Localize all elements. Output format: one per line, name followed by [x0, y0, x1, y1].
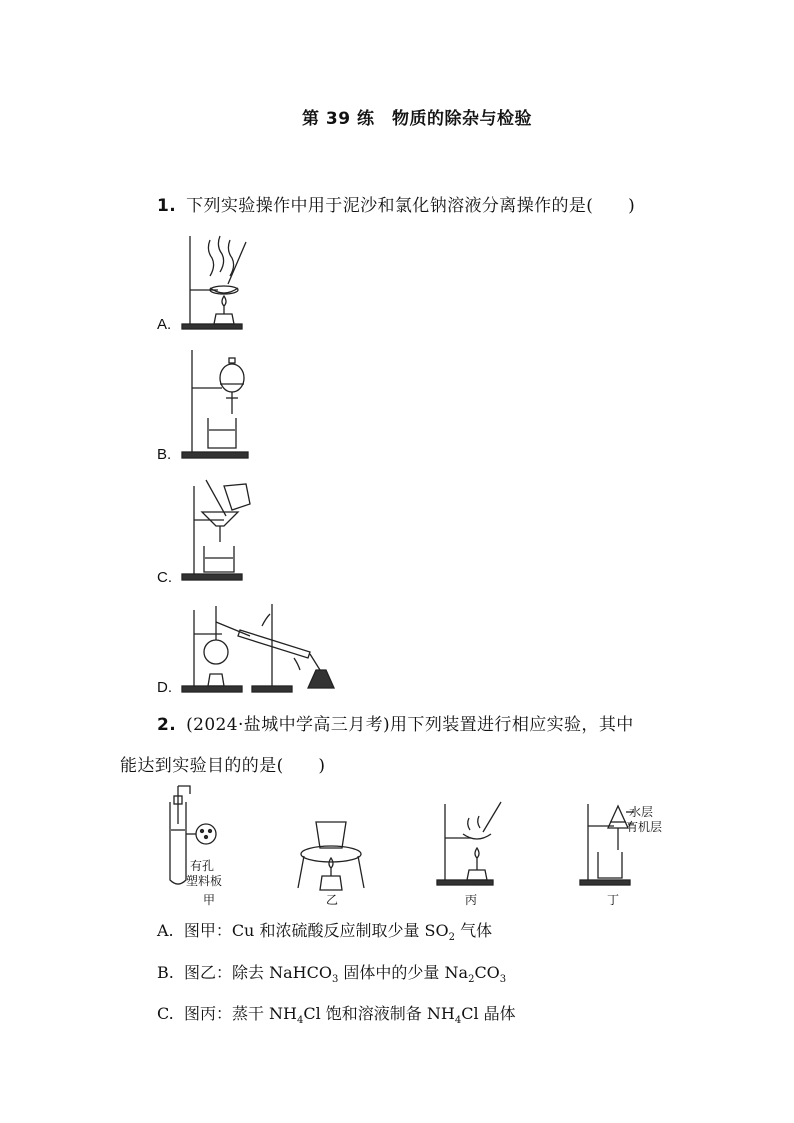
option-d-label[interactable]: D. [157, 679, 172, 696]
choice-b-sub1: 3 [331, 974, 339, 986]
figure-label-yi: 乙 [326, 893, 339, 907]
choice-a-text: 图甲：Cu 和浓硫酸反应制取少量 SO [183, 921, 449, 940]
choice-c-letter: C. [157, 1004, 174, 1023]
figure-label-jia: 甲 [203, 893, 216, 907]
choice-c-text-mid: Cl 饱和溶液制备 NH [303, 1004, 455, 1023]
choice-a-text-end: 气体 [455, 921, 493, 940]
choice-b-text-mid: 固体中的少量 Na [338, 963, 469, 982]
choice-c-text-end: Cl 晶体 [461, 1004, 516, 1023]
separatory-funnel-figure [180, 348, 255, 463]
choice-b-text-mid2: CO [474, 963, 500, 982]
question-1 [157, 191, 635, 216]
evaporation-apparatus-figure [180, 232, 250, 332]
choice-b-text: 图乙：除去 NaHCO [184, 963, 332, 982]
choice-c-text: 图丙：蒸干 NH [183, 1004, 297, 1023]
page-title: 第 39 练 物质的除杂与检验 [302, 109, 532, 129]
choice-a[interactable] [157, 918, 492, 943]
choice-b-letter: B. [157, 963, 174, 982]
ding-note-organic: 有机层 [626, 820, 663, 834]
question-1-text: 下列实验操作中用于泥沙和氯化钠溶液分离操作的是( ) [186, 196, 636, 216]
question-2-number: 2. [157, 715, 177, 735]
choice-b[interactable] [157, 960, 506, 985]
jia-note-line2: 塑料板 [186, 874, 223, 888]
figure-label-ding: 丁 [607, 893, 620, 907]
ding-note-water: 水层 [629, 805, 654, 819]
distillation-apparatus-figure [180, 596, 345, 696]
option-a-label[interactable]: A. [157, 316, 172, 333]
figure-bing-evaporation [435, 798, 515, 890]
question-2 [157, 710, 634, 735]
question-2-text-line2: 能达到实验目的的是( ) [120, 756, 326, 776]
question-2-text-line1: (2024·盐城中学高三月考)用下列装置进行相应实验，其中 [186, 715, 634, 735]
choice-b-sub2: 2 [468, 974, 475, 986]
choice-c[interactable] [157, 1001, 516, 1026]
option-b-label[interactable]: B. [157, 446, 172, 463]
choice-b-sub3: 3 [499, 974, 507, 986]
jia-note-line1: 有孔 [190, 859, 215, 873]
option-c-label[interactable]: C. [157, 569, 172, 586]
filtration-apparatus-figure [180, 476, 260, 586]
question-1-number: 1. [157, 196, 177, 216]
choice-c-sub1: 4 [296, 1015, 304, 1027]
figure-label-bing: 丙 [465, 893, 478, 907]
choice-c-sub2: 4 [454, 1015, 462, 1027]
figure-yi-crucible-heating [292, 818, 372, 894]
choice-a-sub: 2 [448, 932, 455, 944]
choice-a-letter: A. [157, 921, 174, 940]
